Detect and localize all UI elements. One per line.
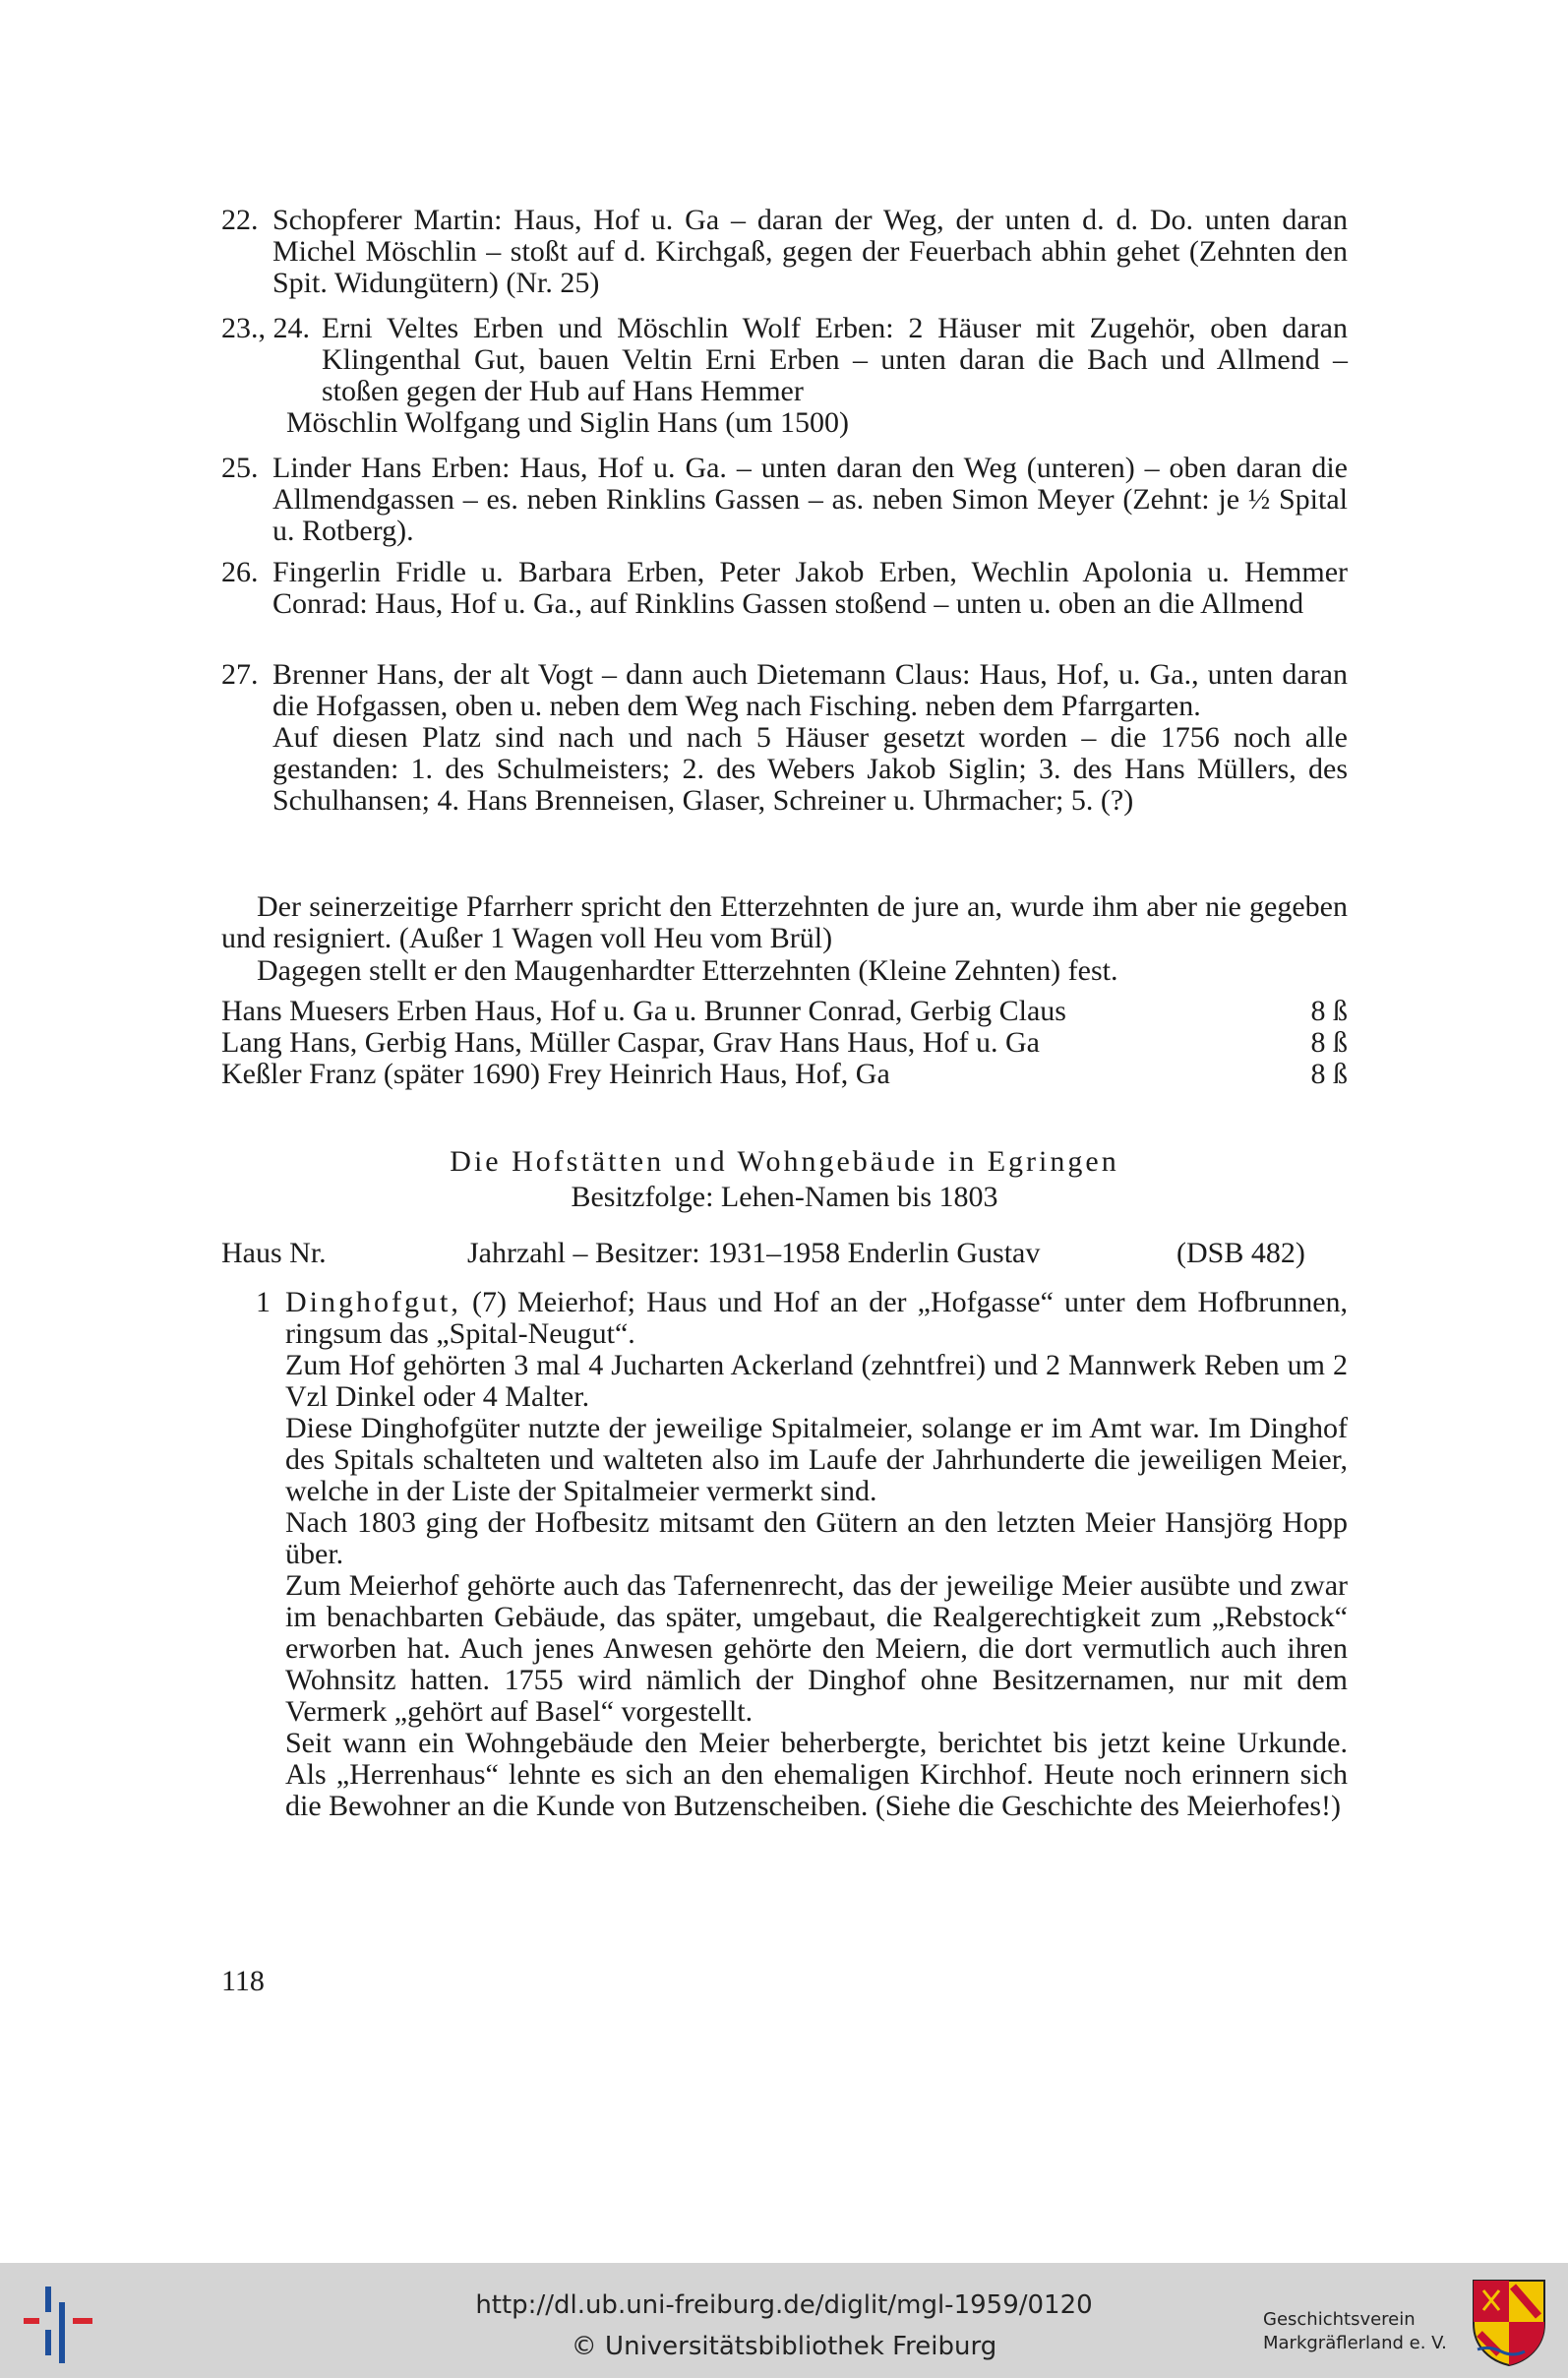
footer-copyright: © Universitätsbibliothek Freiburg — [571, 2332, 997, 2361]
society-name — [1263, 2308, 1447, 2355]
footer-url[interactable]: http://dl.ub.uni-freiburg.de/diglit/mgl-1959/0120 — [475, 2290, 1093, 2320]
table-row — [221, 1059, 1348, 1090]
row-amount: 8 ß — [1310, 1026, 1348, 1059]
row-text: Lang Hans, Gerbig Hans, Müller Caspar, Grav Hans Haus, Hof u. Ga — [221, 1026, 1040, 1059]
house-title-rest: (7) Meierhof; Haus und Hof an der „Hofgasse“ unter dem Hofbrunnen, ringsum das „Spital-Neugut“. — [285, 1286, 1349, 1350]
list-item — [221, 557, 1348, 620]
section-heading: Die Hofstätten und Wohngebäude in Egringen — [450, 1145, 1119, 1178]
page-number: 118 — [221, 1965, 265, 1997]
entry-text: Zum Hof gehörten 3 mal 4 Jucharten Ackerland (zehntfrei) und 2 Mannwerk Reben um 2 Vzl Dinkel oder 4 Malter. — [285, 1349, 1348, 1413]
coat-of-arms-icon — [1470, 2277, 1548, 2367]
society-line: Geschichtsverein — [1263, 2309, 1416, 2330]
entry-text: Fingerlin Fridle u. Barbara Erben, Peter Jakob Erben, Wechlin Apolonia u. Hemmer Conrad: Haus, Hof u. Ga., auf Rinklins Gassen stoßend – unten u. oben an die Allmend — [272, 556, 1348, 620]
entry-number: 22. — [221, 204, 259, 236]
row-text: Hans Muesers Erben Haus, Hof u. Ga u. Brunner Conrad, Gerbig Claus — [221, 995, 1066, 1027]
house-title: Dinghofgut, — [285, 1286, 461, 1318]
entry-number: 26. — [221, 556, 259, 588]
row-amount: 8 ß — [1310, 1058, 1348, 1090]
row-text: Keßler Franz (später 1690) Frey Heinrich Haus, Hof, Ga — [221, 1058, 890, 1090]
entry-text: Auf diesen Platz sind nach und nach 5 Häuser gesetzt worden – die 1756 noch alle gestanden: 1. des Schulmeisters; 2. des Webers Jakob Siglin; 3. des Hans Müllers, des Schulhansen; 4. Hans Brenneisen, Glaser, Schreiner u. Uhrmacher; 5. (?) — [272, 721, 1348, 817]
entry-continuation: Möschlin Wolfgang und Siglin Hans (um 1500) — [286, 406, 850, 439]
section-subheading: Besitzfolge: Lehen-Namen bis 1803 — [571, 1181, 998, 1213]
entry-text: Brenner Hans, der alt Vogt – dann auch Dietemann Claus: Haus, Hof, u. Ga., unten daran die Hofgassen, oben u. neben dem Weg nach Fisching. neben dem Pfarrgarten. — [272, 658, 1348, 722]
entry-number: 25. — [221, 452, 259, 484]
list-item — [221, 659, 1348, 817]
society-line: Markgräflerland e. V. — [1263, 2333, 1447, 2353]
list-item — [221, 313, 1348, 439]
list-item — [221, 205, 1348, 299]
entry-number: 1 — [256, 1286, 271, 1318]
entry-text: Seit wann ein Wohngebäude den Meier beherbergte, berichtet bis jetzt keine Urkunde. Als „Herrenhaus“ lehnte es sich an den ehemaligen Kirchhof. Heute noch erinnern sich die Bewohner an die Kunde von Butzenscheiben. (Siehe die Geschichte des Meierhofes!) — [285, 1727, 1348, 1822]
entry-text: Diese Dinghofgüter nutzte der jeweilige Spitalmeier, solange er im Amt war. Im Dinghof des Spitals schalteten und walteten also im Laufe der Jahrhunderte die jeweiligen Meier, welche in der Liste der Spitalmeier vermerkt sind. — [285, 1412, 1348, 1507]
entry-number: 23., 24. — [221, 312, 310, 344]
column-header-house-number: Haus Nr. — [221, 1237, 327, 1269]
table-row — [221, 996, 1348, 1027]
footer — [0, 2263, 1568, 2378]
entry-text: Schopferer Martin: Haus, Hof u. Ga – daran der Weg, der unten d. d. Do. unten daran Michel Möschlin – stoßt auf d. Kirchgaß, gegen der Feuerbach abhin gehet (Zehnten den Spit. Widungütern) (Nr. 25) — [272, 204, 1348, 299]
body-paragraph: Dagegen stellt er den Maugenhardter Etterzehnten (Kleine Zehnten) fest. — [257, 954, 1118, 987]
list-item — [221, 453, 1348, 547]
entry-number: 27. — [221, 658, 259, 691]
list-item — [256, 1287, 1348, 1822]
row-amount: 8 ß — [1310, 995, 1348, 1027]
entry-text: Zum Meierhof gehörte auch das Tafernenrecht, das der jeweilige Meier ausübte und zwar im benachbarten Gebäude, das später, umgebaut, die Realgerechtigkeit zum „Rebstock“ erworben hat. Auch jenes Anwesen gehörte den Meiern, die dort vermutlich auch ihren Wohnsitz hatten. 1755 wird nämlich der Dinghof ohne Besitzernamen, nur mit dem Vermerk „gehört auf Basel“ vorgestellt. — [285, 1569, 1348, 1728]
column-header-reference: (DSB 482) — [1176, 1237, 1305, 1269]
entry-text: Nach 1803 ging der Hofbesitz mitsamt den Gütern an den letzten Meier Hansjörg Hopp über. — [285, 1506, 1348, 1570]
table-row — [221, 1027, 1348, 1059]
entry-text: Erni Veltes Erben und Möschlin Wolf Erben: 2 Häuser mit Zugehör, oben daran Klingenthal Gut, bauen Veltin Erni Erben – unten daran die Bach und Allmend – stoßen gegen der Hub auf Hans Hemmer — [322, 312, 1348, 407]
entry-text: Linder Hans Erben: Haus, Hof u. Ga. – unten daran den Weg (unteren) – oben daran die Allmendgassen – es. neben Rinklins Gassen – as. neben Simon Meyer (Zehnt: je ½ Spital u. Rotberg). — [272, 452, 1348, 547]
body-paragraph: Der seinerzeitige Pfarrherr spricht den Etterzehnten de jure an, wurde ihm aber nie gegeben und resigniert. (Außer 1 Wagen voll Heu vom Brül) — [221, 890, 1348, 954]
column-header-owner: Jahrzahl – Besitzer: 1931–1958 Enderlin Gustav — [467, 1237, 1041, 1269]
